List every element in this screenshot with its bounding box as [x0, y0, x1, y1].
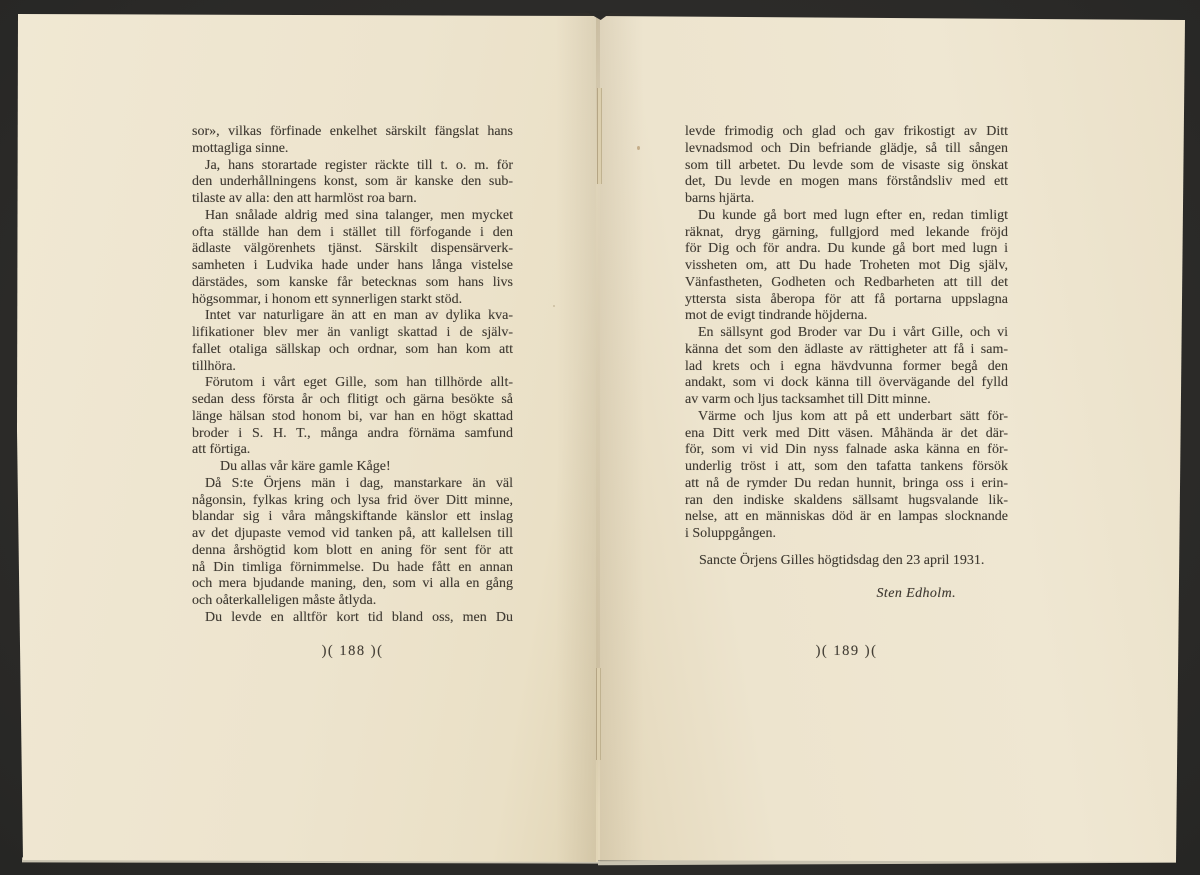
text-line: tillhöra. — [192, 358, 236, 374]
paragraph — [192, 610, 513, 627]
text-line: mot de evigt tindrande höjderna. — [685, 308, 868, 324]
text-line: nå Din timliga förnimmelse. Du hade fått en annan — [192, 559, 513, 575]
paragraph — [192, 375, 513, 459]
text-line: för, som vi vid Din nyss falnade aska känna en för- — [685, 442, 1008, 458]
text-line: Han snålade aldrig med sina talanger, men mycket — [205, 207, 513, 223]
text-line: samheten i Ludvika hade under hans långa vistelse — [192, 258, 513, 273]
text-line: räknat, dryg gärning, fullgjord med lekande fröjd — [685, 224, 1008, 240]
text-line: blandar sig i våra mångskiftande känslor ett inslag — [192, 509, 513, 525]
text-line: En sällsynt god Broder var Du i vårt Gille, och vi — [698, 325, 1008, 340]
text-line: sedan dess första år och flitigt och gärna besökte så — [192, 392, 513, 407]
text-line: Du allas vår käre gamle Kåge! — [220, 459, 391, 474]
text-line: högsommar, i honom ett synnerligen starkt stöd. — [192, 291, 463, 307]
text-line: vissheten om, att Du hade Troheten mot Dig själv, — [685, 258, 1008, 273]
text-line: länge hälsan stod honom bi, var han en högt skattad — [192, 408, 513, 424]
binding-stitch-top — [597, 88, 602, 184]
text-line: ädlaste välgörenhets tjänst. Särskilt dispensärverk- — [192, 241, 513, 257]
text-line: att förtiga. — [192, 442, 251, 458]
text-line: Vänfastheten, Godheten och Redbarheten att till det — [685, 274, 1008, 290]
left-page-text-column — [192, 124, 513, 627]
paragraph — [192, 308, 513, 375]
text-line: sor», vilkas förfinade enkelhet särskilt fängslat hans — [192, 124, 513, 139]
text-line: levde frimodig och glad och gav frikostigt av Ditt — [685, 124, 1008, 139]
paragraph — [192, 208, 513, 309]
text-line: mottagliga sinne. — [192, 140, 289, 156]
dateline: Sancte Örjens Gilles högtidsdag den 23 april 1931. — [699, 552, 985, 568]
text-line: det, Du levde en mogen mans förståndsliv med ett — [685, 174, 1008, 190]
right-page-number: )( 189 )( — [815, 643, 878, 659]
paragraph — [685, 325, 1008, 409]
left-page-number: )( 188 )( — [321, 643, 384, 659]
text-line: den underhållningens konst, som är kanske den sub- — [192, 174, 513, 190]
text-line: ofta ställde han dem i stället till förfogande i den — [192, 224, 513, 240]
paragraph — [192, 459, 513, 476]
text-line: därstädes, som kanske får betecknas som hans livs — [192, 274, 513, 290]
text-line: lad krets och i egna hävdvunna former begå den — [685, 358, 1008, 374]
text-line: av det djupaste vemod vid tanken på, att kallelsen till — [192, 526, 513, 541]
text-line: någonsin, fylkas kring och lysa frid över Ditt minne, — [192, 492, 513, 508]
text-line: nelse, att en människas död är en lampas slocknande — [685, 509, 1008, 525]
paragraph — [685, 124, 1008, 208]
paragraph — [192, 476, 513, 610]
text-line: Du levde en alltför kort tid bland oss, men Du — [205, 609, 513, 625]
binding-stitch-bottom — [596, 668, 601, 760]
paragraph — [192, 124, 513, 158]
text-line: och mera bjudande maning, den, som vi alla en gång — [192, 576, 513, 592]
paragraph — [685, 208, 1008, 325]
text-line: denna årshögtid kom blott en aning för sent för att — [192, 542, 513, 558]
text-line: som till arbetet. Du levde som de visaste sig önskat — [685, 157, 1008, 173]
text-line: och oåterkalleligen måste åtlyda. — [192, 593, 377, 608]
text-line: ena Ditt verk med Ditt väsen. Måhända är det där- — [685, 425, 1008, 441]
text-line: tilaste av alla: den att harmlöst roa barn. — [192, 191, 417, 206]
text-line: yttersta sista åberopa för att få portarna uppslagna — [685, 291, 1008, 307]
text-line: barns hjärta. — [685, 191, 755, 206]
text-line: att nå de rymder Du redan hunnit, bringa oss i erin- — [685, 475, 1008, 491]
paragraph — [685, 409, 1008, 543]
fold-shadow-left — [556, 13, 596, 862]
text-line: levnadsmod och Din befriande glädje, så till sången — [685, 140, 1008, 156]
fold-shadow-right — [600, 13, 644, 862]
text-line: broder i S. H. T., många andra förnäma samfund — [192, 425, 513, 441]
paragraph — [192, 158, 513, 208]
text-line: Förutom i vårt eget Gille, som han tillhörde allt- — [205, 375, 513, 391]
text-line: för Dig och för andra. Du kunde gå bort med lugn i — [685, 241, 1008, 257]
text-line: känna det som den ädlaste av rättigheter att få i sam- — [685, 341, 1008, 357]
text-line: ran den indiske skaldens sällsamt hugsvalande lik- — [685, 492, 1008, 508]
text-line: Intet var naturligare än att en man av dylika kva- — [205, 308, 513, 324]
text-line: Du kunde gå bort med lugn efter en, redan timligt — [698, 207, 1008, 223]
text-line: i Soluppgången. — [685, 526, 776, 541]
text-line: av varm och ljus tacksamhet till Ditt minne. — [685, 392, 931, 407]
text-line: Ja, hans storartade register räckte till t. o. m. för — [205, 157, 513, 173]
text-line: andakt, som vi dock känna till övervägande del fylld — [685, 375, 1008, 391]
paper-speck — [553, 305, 555, 307]
text-line: Då S:te Örjens män i dag, manstarkare än väl — [205, 475, 513, 491]
signature: Sten Edholm. — [876, 585, 956, 601]
right-page-text-column — [685, 124, 1008, 602]
text-line: underlig tröst i att, som den tafatta tankens försök — [685, 459, 1008, 474]
text-line: fallet otaliga sällskap och ordnar, som han kom att — [192, 341, 513, 357]
text-line: Värme och ljus kom att på ett underbart sätt för- — [698, 408, 1008, 424]
text-line: lifikationer blev mer än vanligt skattad i de själv- — [192, 325, 513, 340]
paper-speck — [637, 146, 640, 150]
